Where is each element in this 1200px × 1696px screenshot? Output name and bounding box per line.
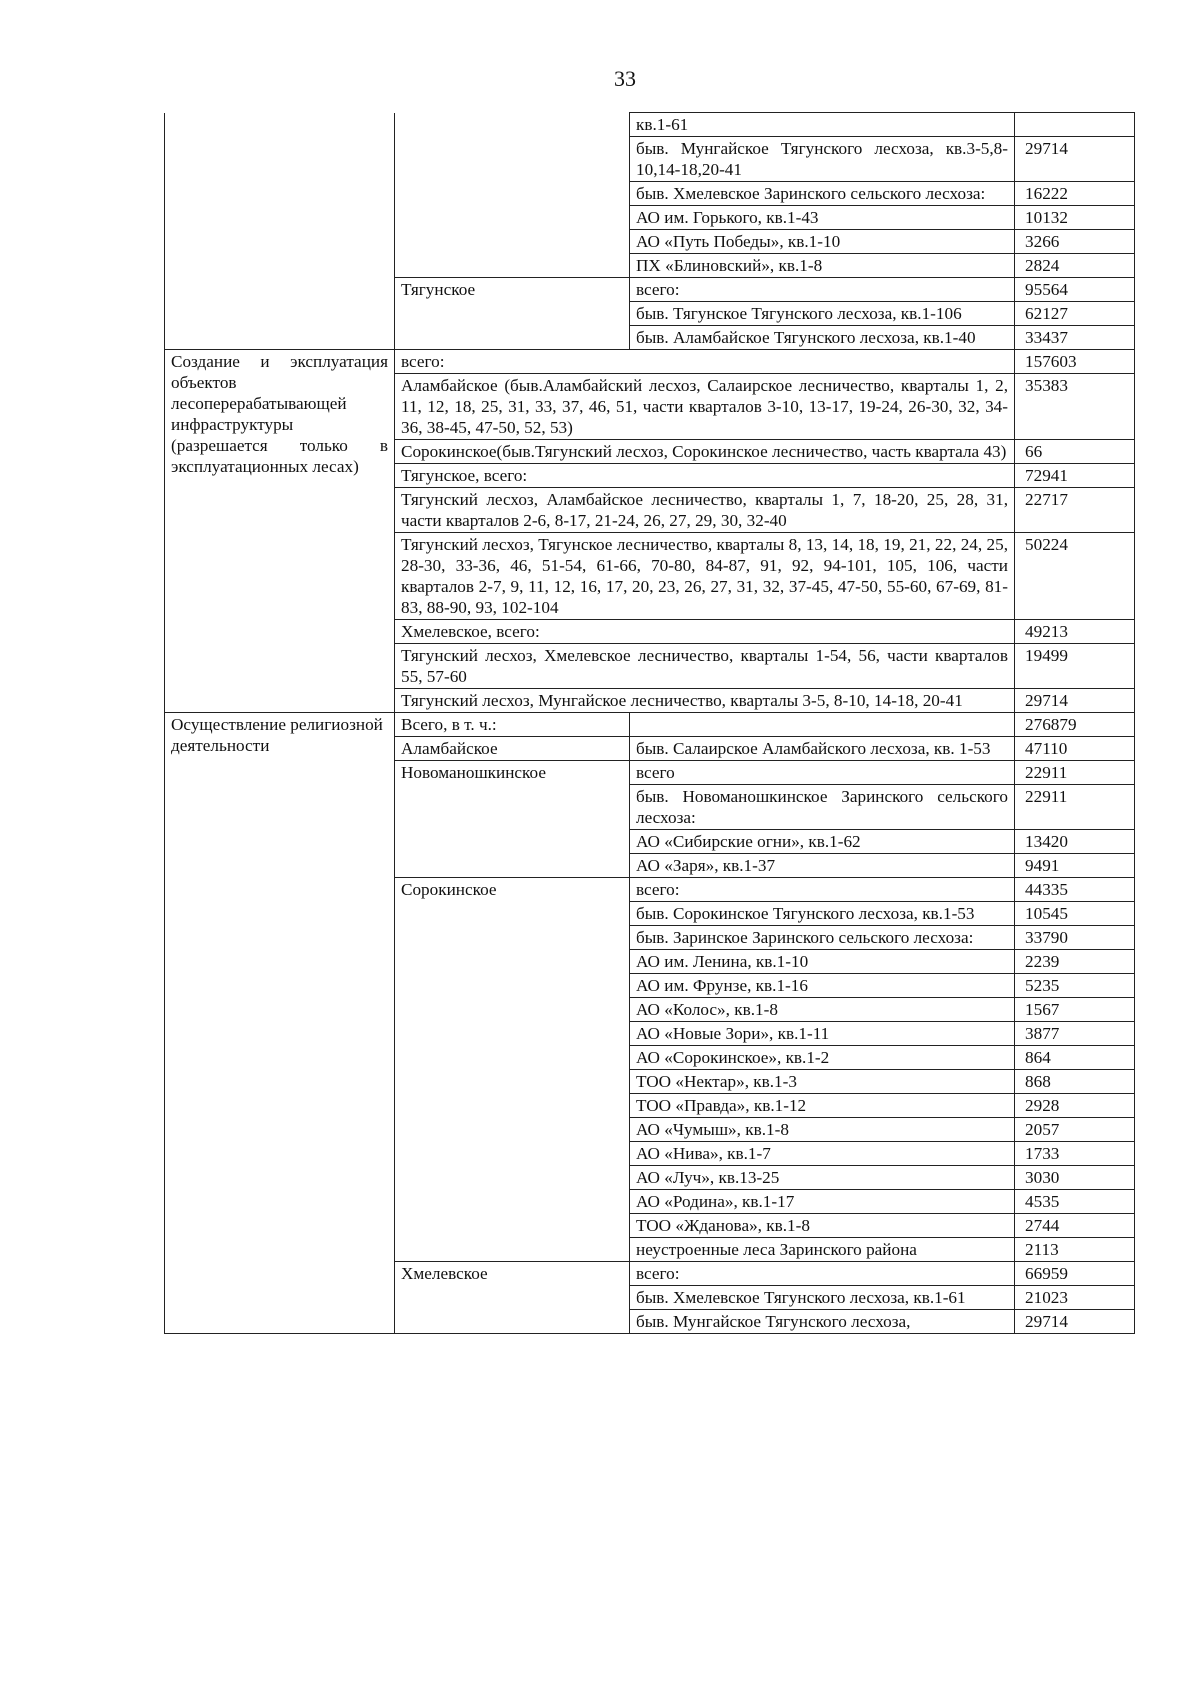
description-cell: быв. Хмелевское Тягунского лесхоза, кв.1-61 [630,1286,1015,1310]
description-cell: Тягунский лесхоз, Аламбайское лесничество, кварталы 1, 7, 18-20, 25, 28, 31, части кварталов 2-6, 8-17, 21-24, 26, 27, 29, 30, 32-40 [395,488,1015,533]
area-value: 5235 [1015,974,1135,998]
description-cell: всего: [630,1262,1015,1286]
area-value: 2239 [1015,950,1135,974]
area-value: 157603 [1015,350,1135,374]
description-cell: АО «Путь Победы», кв.1-10 [630,230,1015,254]
description-cell: АО «Луч», кв.13-25 [630,1166,1015,1190]
description-cell: быв. Сорокинское Тягунского лесхоза, кв.1-53 [630,902,1015,926]
area-value: 66959 [1015,1262,1135,1286]
area-value: 10545 [1015,902,1135,926]
description-cell: АО «Заря», кв.1-37 [630,854,1015,878]
description-cell: быв. Мунгайское Тягунского лесхоза, [630,1310,1015,1334]
purpose-cell: Осуществление религиозной деятельности [165,713,395,1334]
description-cell: ТОО «Правда», кв.1-12 [630,1094,1015,1118]
area-value: 1733 [1015,1142,1135,1166]
area-value: 2057 [1015,1118,1135,1142]
area-value: 2824 [1015,254,1135,278]
description-cell: всего: [395,350,1015,374]
description-cell: АО «Нива», кв.1-7 [630,1142,1015,1166]
description-cell: Тягунское, всего: [395,464,1015,488]
description-cell: быв. Хмелевское Заринского сельского лесхоза: [630,182,1015,206]
purpose-cell [165,113,395,350]
purpose-cell: Создание и эксплуатация объектов лесоперерабатывающей инфраструктуры (разрешается только в эксплуатационных лесах) [165,350,395,713]
area-value: 49213 [1015,620,1135,644]
area-value: 3877 [1015,1022,1135,1046]
table-row [165,113,1135,137]
forestry-cell [395,113,630,278]
description-cell: АО «Колос», кв.1-8 [630,998,1015,1022]
description-cell: Тягунский лесхоз, Мунгайское лесничество, кварталы 3-5, 8-10, 14-18, 20-41 [395,689,1015,713]
area-value: 2928 [1015,1094,1135,1118]
description-cell: Хмелевское, всего: [395,620,1015,644]
area-value: 33437 [1015,326,1135,350]
description-cell: быв. Новоманошкинское Заринского сельского лесхоза: [630,785,1015,830]
description-cell: АО им. Фрунзе, кв.1-16 [630,974,1015,998]
area-value: 29714 [1015,137,1135,182]
description-cell: Тягунский лесхоз, Тягунское лесничество, кварталы 8, 13, 14, 18, 19, 21, 22, 24, 25, 28-30, 33-36, 46, 51-54, 61-66, 70-80, 84-87, 91, 92, 94-101, 105, 106, части кварталов 2-7, 9, 11, 12, 16, 17, 20, 23, 26, 27, 31, 32, 37-45, 47-50, 55-60, 67-69, 81-83, 88-90, 93, 102-104 [395,533,1015,620]
area-value: 4535 [1015,1190,1135,1214]
area-value: 21023 [1015,1286,1135,1310]
area-value: 29714 [1015,689,1135,713]
area-value: 864 [1015,1046,1135,1070]
forestry-name: Аламбайское [395,737,630,761]
description-cell: неустроенные леса Заринского района [630,1238,1015,1262]
description-cell: быв. Тягунское Тягунского лесхоза, кв.1-106 [630,302,1015,326]
description-cell: Аламбайское (быв.Аламбайский лесхоз, Салаирское лесничество, кварталы 1, 2, 11, 12, 18, 25, 31, 33, 37, 46, 51, части кварталов 3-10, 13-17, 19-24, 26-30, 32, 34-36, 38-45, 47-50, 52, 53) [395,374,1015,440]
description-cell: всего: [630,878,1015,902]
area-value: 22911 [1015,761,1135,785]
area-value: 2744 [1015,1214,1135,1238]
description-cell: быв. Салаирское Аламбайского лесхоза, кв. 1-53 [630,737,1015,761]
area-value: 35383 [1015,374,1135,440]
description-cell: АО им. Горького, кв.1-43 [630,206,1015,230]
page-number: 33 [614,66,636,91]
description-cell: всего [630,761,1015,785]
description-cell: АО «Сорокинское», кв.1-2 [630,1046,1015,1070]
area-value [1015,113,1135,137]
area-value: 62127 [1015,302,1135,326]
area-value: 22717 [1015,488,1135,533]
description-cell: ТОО «Жданова», кв.1-8 [630,1214,1015,1238]
area-value: 22911 [1015,785,1135,830]
area-value: 33790 [1015,926,1135,950]
area-value: 66 [1015,440,1135,464]
description-cell: АО «Чумыш», кв.1-8 [630,1118,1015,1142]
area-value: 10132 [1015,206,1135,230]
description-cell: быв. Заринское Заринского сельского лесхоза: [630,926,1015,950]
description-cell: быв. Мунгайское Тягунского лесхоза, кв.3-5,8-10,14-18,20-41 [630,137,1015,182]
area-value: 9491 [1015,854,1135,878]
forestry-name: Сорокинское [395,878,630,1262]
area-value: 3030 [1015,1166,1135,1190]
area-value: 13420 [1015,830,1135,854]
description-cell: быв. Аламбайское Тягунского лесхоза, кв.1-40 [630,326,1015,350]
area-value: 44335 [1015,878,1135,902]
area-value: 50224 [1015,533,1135,620]
description-cell: Сорокинское(быв.Тягунский лесхоз, Сорокинское лесничество, часть квартала 43) [395,440,1015,464]
table-row [165,713,1135,737]
area-value: 16222 [1015,182,1135,206]
description-cell: АО им. Ленина, кв.1-10 [630,950,1015,974]
area-value: 19499 [1015,644,1135,689]
area-value: 95564 [1015,278,1135,302]
description-cell [630,713,1015,737]
description-cell: АО «Родина», кв.1-17 [630,1190,1015,1214]
table-row [165,350,1135,374]
area-value: 47110 [1015,737,1135,761]
area-value: 868 [1015,1070,1135,1094]
description-cell: всего: [630,278,1015,302]
description-cell: ПХ «Блиновский», кв.1-8 [630,254,1015,278]
area-value: 29714 [1015,1310,1135,1334]
area-value: 2113 [1015,1238,1135,1262]
description-cell: ТОО «Нектар», кв.1-3 [630,1070,1015,1094]
area-value: 276879 [1015,713,1135,737]
description-cell: АО «Сибирские огни», кв.1-62 [630,830,1015,854]
description-cell: Всего, в т. ч.: [395,713,630,737]
forestry-name: Новоманошкинское [395,761,630,878]
forestry-name: Тягунское [395,278,630,350]
description-cell: Тягунский лесхоз, Хмелевское лесничество, кварталы 1-54, 56, части кварталов 55, 57-60 [395,644,1015,689]
description-cell: кв.1-61 [630,113,1015,137]
area-value: 72941 [1015,464,1135,488]
area-value: 1567 [1015,998,1135,1022]
description-cell: АО «Новые Зори», кв.1-11 [630,1022,1015,1046]
forestry-name: Хмелевское [395,1262,630,1334]
forest-use-table [164,112,1135,1334]
area-value: 3266 [1015,230,1135,254]
